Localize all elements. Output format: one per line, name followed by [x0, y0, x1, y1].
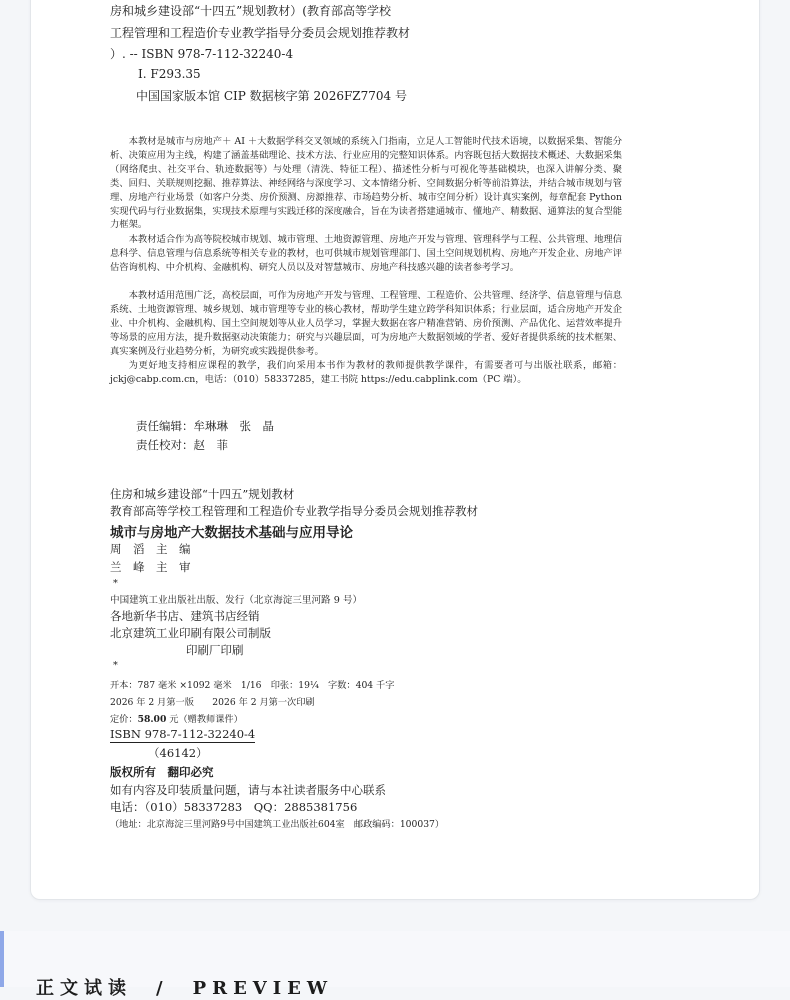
cip-line-1: 房和城乡建设部“十四五”规划教材）(教育部高等学校	[110, 4, 391, 18]
cip-classification: Ⅰ. F293.35	[138, 67, 201, 81]
series-line-2: 教育部高等学校工程管理和工程造价专业教学指导分委员会规划推荐教材	[110, 504, 478, 518]
description-paragraph-2: 本教材适合作为高等院校城市规划、城市管理、土地资源管理、房地产开发与管理、管理科学与工程、公共管理、地理信息科学、信息管理与信息系统等相关专业的教材，也可供城市规划管理部门、国土空间规划机构、房地产开发企业、房地产评估咨询机构、中介机构、金融机构、研究人员以及对智慧城市、房地产科技感兴趣的读者参考学习。	[110, 234, 622, 273]
cip-number: 中国国家版本馆 CIP 数据核字第 2026FZ7704 号	[136, 89, 407, 103]
description-paragraph-4: 为更好地支持相应课程的教学，我们向采用本书作为教材的教师提供教学课件，有需要者可与出版社联系，邮箱：jckj@cabp.com.cn，电话：（010）58337285，建工书院 https://edu.cabplink.com（PC 端）。	[110, 360, 622, 385]
contact-address: （地址：北京海淀三里河路9号中国建筑工业出版社604室 邮政编码：100037）	[110, 819, 445, 830]
publisher-line: 中国建筑工业出版社出版、发行（北京海淀三里河路 9 号）	[110, 595, 363, 606]
separator-star-1: *	[113, 578, 118, 589]
responsible-editors: 责任编辑：牟琳琳 张 晶	[136, 419, 274, 433]
contact-phone: 电话：（010）58337283 QQ：2885381756	[110, 800, 358, 814]
distributor-line: 各地新华书店、建筑书店经销	[110, 609, 260, 623]
author-line: 周 滔 主 编	[110, 542, 191, 556]
price-value: 58.00	[137, 714, 167, 725]
reviewer-line: 兰 峰 主 审	[110, 560, 191, 574]
description-paragraph-1: 本教材是城市与房地产＋ AI ＋大数据学科交叉领域的系统入门指南，立足人工智能时代技术语境，以数据采集、智能分析、决策应用为主线，构建了涵盖基础理论、技术方法、行业应用的完整知识体系。内容既包括大数据技术概述、大数据采集（网络爬虫、社交平台、轨迹数据等）与处理（清洗、特征工程）、描述性分析与可视化等基础模块，也深入讲解分类、聚类、回归、关联规则挖掘、推荐算法、神经网络与深度学习、文本情绪分析、空间数据分析等前沿算法，并结合城市规划与管理、房地产行业场景（如客户分类、房价预测、房源推荐、市场趋势分析、城市空间分析）设计真实案例，每章配套 Python 实现代码与行业数据集，实现技术原理与实践迁移的深度融合，旨在为读者搭建通城市、懂地产、精数据、通算法的复合型能力框架。	[110, 136, 622, 231]
price-suffix: 元（赠教师课件）	[166, 714, 243, 725]
price-label: 定价：	[110, 714, 138, 725]
series-line-1: 住房和城乡建设部“十四五”规划教材	[110, 487, 295, 501]
preview-heading: 正文试读 / PREVIEW	[36, 978, 334, 999]
book-title: 城市与房地产大数据技术基础与应用导论	[110, 525, 353, 541]
separator-star-2: *	[113, 660, 118, 671]
price-line	[110, 711, 243, 725]
book-code: （46142）	[148, 746, 208, 760]
rights-notice: 版权所有 翻印必究	[110, 765, 214, 779]
responsible-proofreader: 责任校对：赵 菲	[136, 438, 228, 452]
isbn-line: ISBN 978-7-112-32240-4	[110, 727, 256, 741]
printer-line: 印刷厂印刷	[186, 643, 244, 657]
cip-line-3: ）. -- ISBN 978-7-112-32240-4	[110, 47, 294, 61]
preview-accent-bar	[0, 931, 4, 987]
format-line: 开本：787 毫米 ×1092 毫米 1/16 印张：19¼ 字数：404 千字	[110, 680, 395, 691]
description-paragraph-3: 本教材适用范围广泛，高校层面，可作为房地产开发与管理、工程管理、工程造价、公共管理、经济学、信息管理与信息系统、土地资源管理、城乡规划、城市管理等专业的核心教材，帮助学生建立跨学科知识体系；行业层面，适合房地产开发企业、中介机构、金融机构、国土空间规划等从业人员学习，掌握大数据在客户精准营销、房价预测、产品优化、运营效率提升等场景的应用方法，提升数据驱动决策能力；研究与兴趣层面，可为房地产大数据领域的学者、爱好者提供系统的技术框架、真实案例及行业趋势分析，为研究或实践提供参考。	[110, 290, 622, 357]
edition-line: 2026 年 2 月第一版 2026 年 2 月第一次印刷	[110, 697, 315, 708]
platemaker-line: 北京建筑工业印刷有限公司制版	[110, 626, 271, 640]
quality-notice: 如有内容及印装质量问题，请与本社读者服务中心联系	[110, 783, 386, 797]
cip-line-2: 工程管理和工程造价专业教学指导分委员会规划推荐教材	[110, 26, 411, 40]
